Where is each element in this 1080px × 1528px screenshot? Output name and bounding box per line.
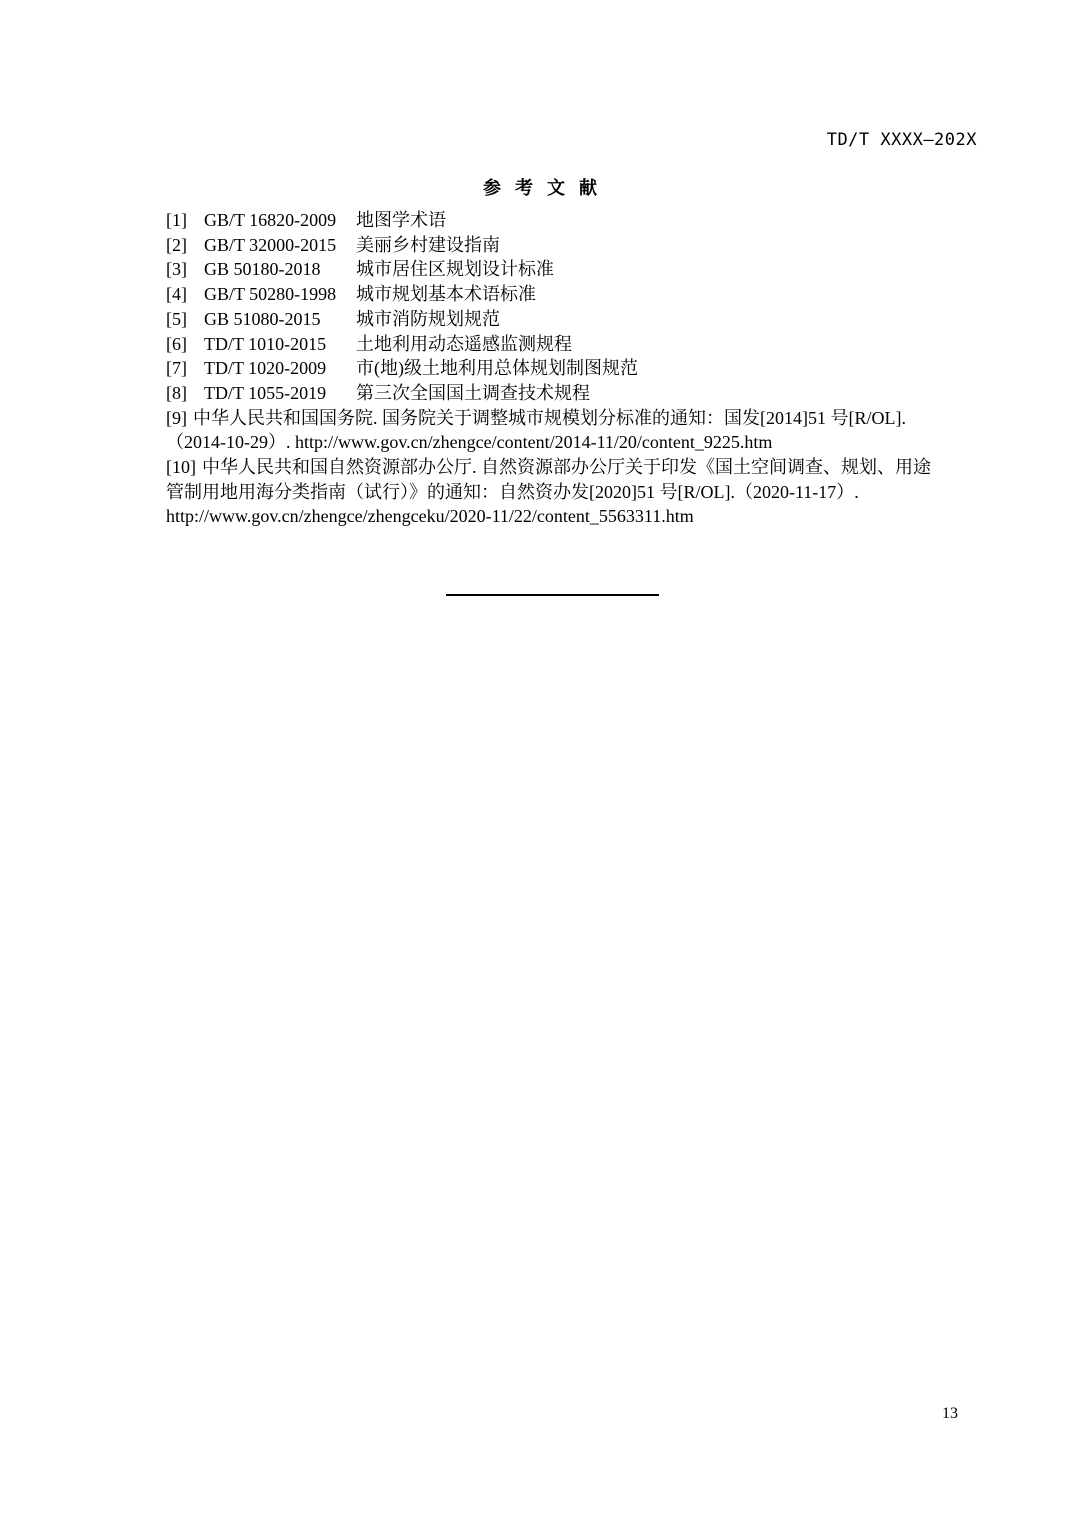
reference-item-3 [166,257,978,282]
reference-item-10 [166,455,978,529]
reference-item-5 [166,307,978,332]
reference-number: [1] [166,210,187,230]
reference-link-line: （2014-10-29）. http://www.gov.cn/zhengce/content/2014-11/20/content_9225.htm [166,432,773,453]
reference-code: TD/T 1055-2019 [204,382,327,403]
reference-code: TD/T 1020-2009 [204,358,327,379]
reference-item-4 [166,282,978,307]
reference-number: [7] [166,358,187,379]
reference-line [166,455,978,480]
reference-code: GB/T 32000-2015 [204,234,337,255]
reference-code: TD/T 1010-2015 [204,333,327,354]
reference-title: 城市规划基本术语标准 [356,284,536,305]
reference-title: 地图学术语 [356,210,446,230]
section-title: 参考文献 [483,178,611,199]
reference-list [166,208,978,529]
reference-code: GB/T 16820-2009 [204,210,337,230]
reference-title: 市(地)级土地利用总体规划制图规范 [356,358,638,379]
reference-number: [10] [166,457,196,478]
reference-item-6 [166,332,978,357]
reference-number: [4] [166,284,187,305]
reference-number: [8] [166,382,187,403]
reference-item-1 [166,208,978,233]
reference-item-8 [166,381,978,406]
reference-title: 土地利用动态遥感监测规程 [356,333,572,354]
reference-title: 第三次全国国土调查技术规程 [356,382,590,403]
reference-number: [5] [166,308,187,329]
document-code: TD/T XXXX—202X [826,130,977,150]
reference-line [166,406,978,431]
reference-number: [3] [166,259,187,280]
reference-item-9 [166,406,978,455]
reference-number: [2] [166,234,187,255]
reference-item-2 [166,233,978,258]
reference-number: [6] [166,333,187,354]
reference-text: 中华人民共和国自然资源部办公厅. 自然资源部办公厅关于印发《国土空间调查、规划、用途 [202,457,931,478]
reference-link-line: http://www.gov.cn/zhengce/zhengceku/2020-11/22/content_5563311.htm [166,506,694,527]
reference-line: 管制用地用海分类指南（试行）》的通知：自然资办发[2020]51 号[R/OL].（2020-11-17）. [166,481,859,502]
reference-code: GB 50180-2018 [204,259,321,280]
reference-code: GB 51080-2015 [204,308,321,329]
reference-text: 中华人民共和国国务院. 国务院关于调整城市规模划分标准的通知：国发[2014]51 号[R/OL]. [193,407,906,428]
reference-title: 城市消防规划规范 [356,308,500,329]
reference-item-7 [166,356,978,381]
reference-number: [9] [166,407,187,428]
reference-code: GB/T 50280-1998 [204,284,337,305]
page-number: 13 [942,1405,958,1422]
end-divider [446,594,659,596]
reference-title: 城市居住区规划设计标准 [356,259,554,280]
reference-title: 美丽乡村建设指南 [356,234,500,255]
